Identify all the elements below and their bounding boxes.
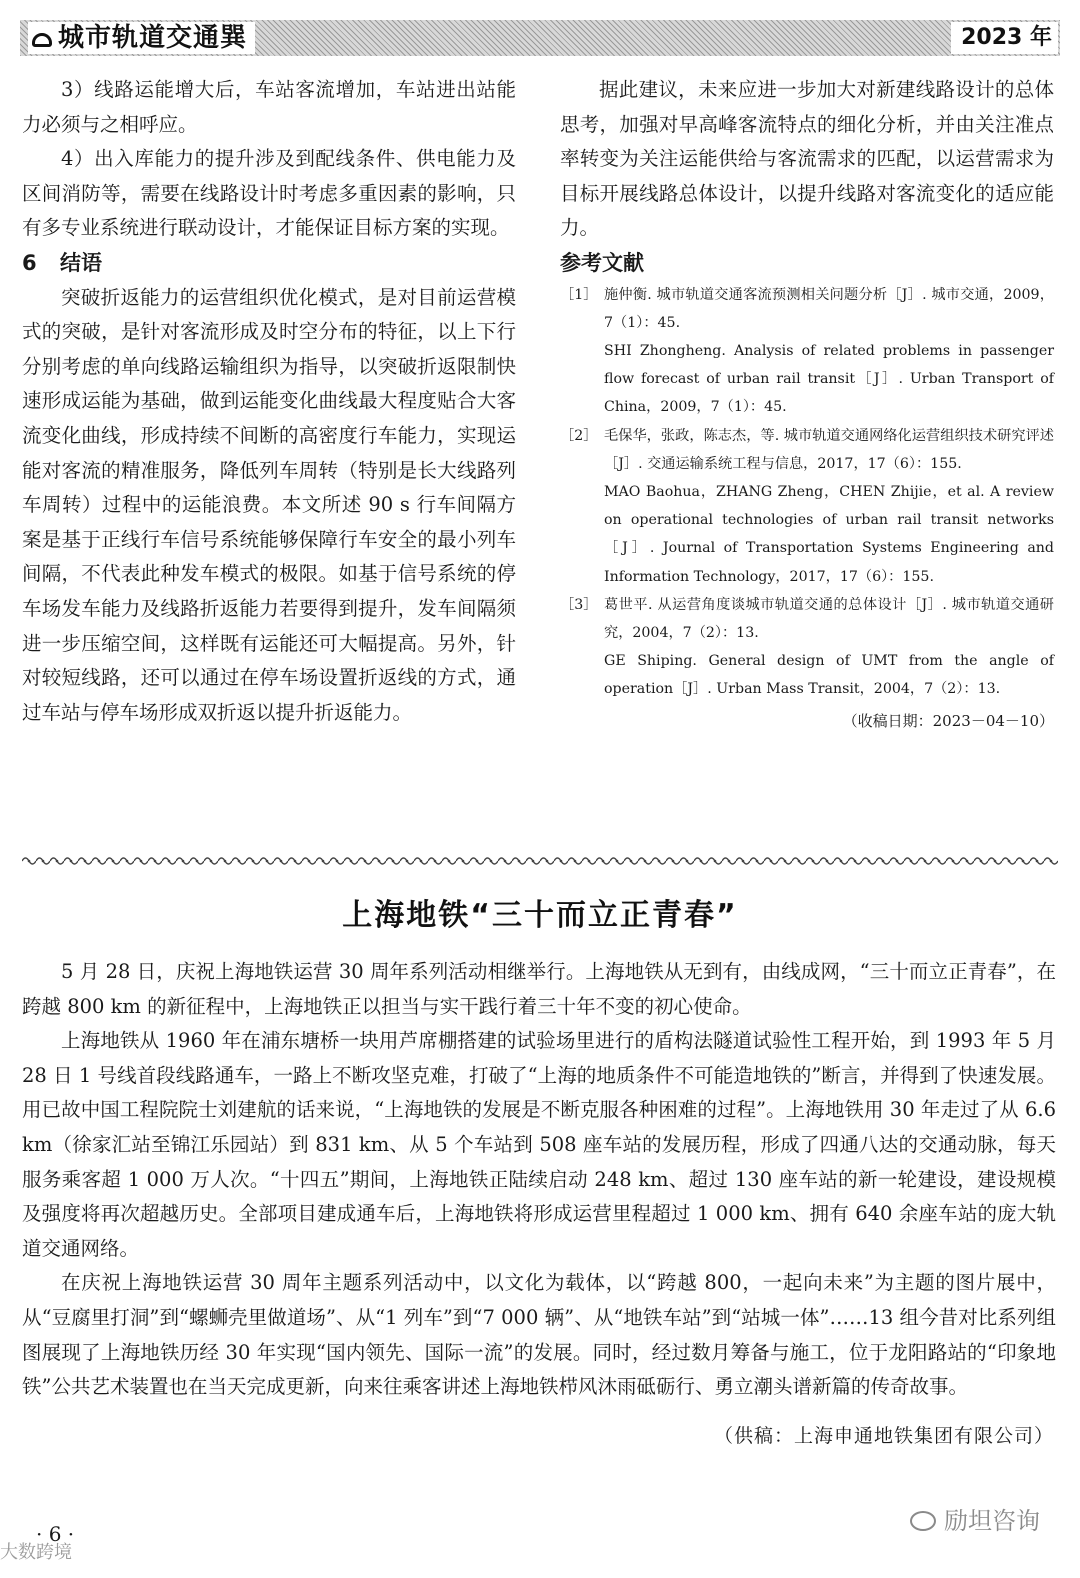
section-heading bbox=[22, 246, 516, 281]
references-title: 参考文献 bbox=[560, 250, 644, 275]
reference-item bbox=[560, 591, 1054, 704]
page-number: · 6 · bbox=[36, 1522, 75, 1546]
watermark-right-text: 励坦咨询 bbox=[944, 1507, 1040, 1535]
wechat-icon bbox=[910, 1511, 936, 1531]
reference-en: SHI Zhongheng. Analysis of related problems in passenger flow forecast of urban rail transit［J］. Urban Transport of China，2009，7（1）：45. bbox=[604, 342, 1054, 416]
section-title: 结语 bbox=[60, 250, 102, 275]
reference-number: ［3］ bbox=[560, 596, 598, 613]
paragraph-item-4: 4）出入库能力的提升涉及到配线条件、供电能力及区间消防等，需要在线路设计时考虑多重因素的影响，只有多专业系统进行联动设计，才能保证目标方案的实现。 bbox=[22, 147, 516, 240]
news-paragraph: 上海地铁从 1960 年在浦东塘桥一块用芦席棚搭建的试验场里进行的盾构法隧道试验性工程开始，到 1993 年 5 月 28 日 1 号线首段线路通车，一路上不断攻坚克难，打破了“上海的地质条件不可能造地铁的”断言，并得到了快速发展。用已故中国工程院院士刘建航的话来说，“上海地铁的发展是不断克服各种困难的过程”。上海地铁用 30 年走过了从 6.6 km（徐家汇站至锦江乐园站）到 831 km、从 5 个车站到 508 座车站的发展历程，形成了四通八达的交通动脉，每天服务乘客超 1 000 万人次。“十四五”期间，上海地铁正陆续启动 248 km、超过 130 座车站的新一轮建设，建设规模及强度将再次超越历史。全部项目建成通车后，上海地铁将形成运营里程超过 1 000 km、拥有 640 余座车站的庞大轨道交通网络。 bbox=[22, 1029, 1056, 1260]
received-date: （收稿日期：2023－04－10） bbox=[842, 711, 1054, 730]
reference-item bbox=[560, 422, 1054, 591]
reference-en: MAO Baohua，ZHANG Zheng，CHEN Zhijie，et al. A review on operational technologies of urban rail transit networks［J］. Journal of Transportation Systems Engineering and Information Technology，2017，17（6）：155. bbox=[604, 483, 1054, 585]
paragraph-item-3: 3）线路运能增大后，车站客流增加，车站进出站能力必须与之相呼应。 bbox=[22, 78, 516, 136]
journal-title bbox=[28, 22, 255, 54]
decorative-divider bbox=[22, 854, 1058, 868]
reference-number: ［2］ bbox=[560, 427, 598, 444]
news-body bbox=[22, 955, 1056, 1405]
suggestion-paragraph: 据此建议，未来应进一步加大对新建线路设计的总体思考，加强对早高峰客流特点的细化分析，并由关注准点率转变为关注运能供给与客流需求的匹配，以运营需求为目标开展线路总体设计，以提升线路对客流变化的适应能力。 bbox=[560, 78, 1054, 240]
header-year: 2023 年 bbox=[951, 22, 1058, 54]
journal-title-text: 城市轨道交通 bbox=[58, 23, 221, 53]
reference-cn: 施仲衡. 城市轨道交通客流预测相关问题分析［J］. 城市交通，2009，7（1）：45. bbox=[604, 286, 1054, 331]
watermark-right bbox=[910, 1501, 1040, 1536]
reference-number: ［1］ bbox=[560, 286, 598, 303]
reference-cn: 毛保华，张政，陈志杰，等. 城市轨道交通网络化运营组织技术研究评述［J］. 交通运输系统工程与信息，2017，17（6）：155. bbox=[604, 427, 1054, 472]
journal-title-suffix: 巽 bbox=[220, 23, 248, 53]
reference-en: GE Shiping. General design of UMT from the angle of operation［J］. Urban Mass Transit，2004，7（2）：13. bbox=[604, 653, 1054, 698]
reference-cn: 葛世平. 从运营角度谈城市轨道交通的总体设计［J］. 城市轨道交通研究，2004，7（2）：13. bbox=[604, 596, 1054, 641]
left-column bbox=[22, 73, 516, 730]
journal-logo-icon bbox=[32, 33, 52, 47]
news-paragraph: 5 月 28 日，庆祝上海地铁运营 30 周年系列活动相继举行。上海地铁从无到有，由线成网，“三十而立正青春”，在跨越 800 km 的新征程中，上海地铁正以担当与实干践行着三十年不变的初心使命。 bbox=[22, 960, 1056, 1018]
news-credit: （供稿：上海申通地铁集团有限公司） bbox=[713, 1425, 1054, 1447]
watermark-left: 大数跨境 bbox=[0, 1542, 72, 1563]
news-paragraph: 在庆祝上海地铁运营 30 周年主题系列活动中，以文化为载体，以“跨越 800，一起向未来”为主题的图片展中，从“豆腐里打洞”到“螺蛳壳里做道场”、从“1 列车”到“7 000 辆”、从“地铁车站”到“站城一体”……13 组今昔对比系列组图展现了上海地铁历经 30 年实现“国内领先、国际一流”的发展。同时，经过数月筹备与施工，位于龙阳路站的“印象地铁”公共艺术装置也在当天完成更新，向来往乘客讲述上海地铁栉风沐雨砥砺行、勇立潮头谱新篇的传奇故事。 bbox=[22, 1271, 1056, 1399]
reference-item bbox=[560, 281, 1054, 422]
section-number: 6 bbox=[22, 250, 37, 275]
conclusion-paragraph: 突破折返能力的运营组织优化模式，是对目前运营模式的突破，是针对客流形成及时空分布的特征，以上下行分别考虑的单向线路运输组织为指导，以突破折返限制快速形成运能为基础，做到运能变化曲线最大程度贴合大客流变化曲线，形成持续不间断的高密度行车能力，实现运能对客流的精准服务，降低列车周转（特别是长大线路列车周转）过程中的运能浪费。本文所述 90 s 行车间隔方案是基于正线行车信号系统能够保障行车安全的最小列车间隔，不代表此种发车模式的极限。如基于信号系统的停车场发车能力及线路折返能力若要得到提升，发车间隔须进一步压缩空间，这样既有运能还可大幅提高。另外，针对较短线路，还可以通过在停车场设置折返线的方式，通过车站与停车场形成双折返以提升折返能力。 bbox=[22, 285, 516, 724]
news-title: 上海地铁“三十而立正青春” bbox=[342, 898, 738, 933]
right-column bbox=[560, 73, 1054, 736]
